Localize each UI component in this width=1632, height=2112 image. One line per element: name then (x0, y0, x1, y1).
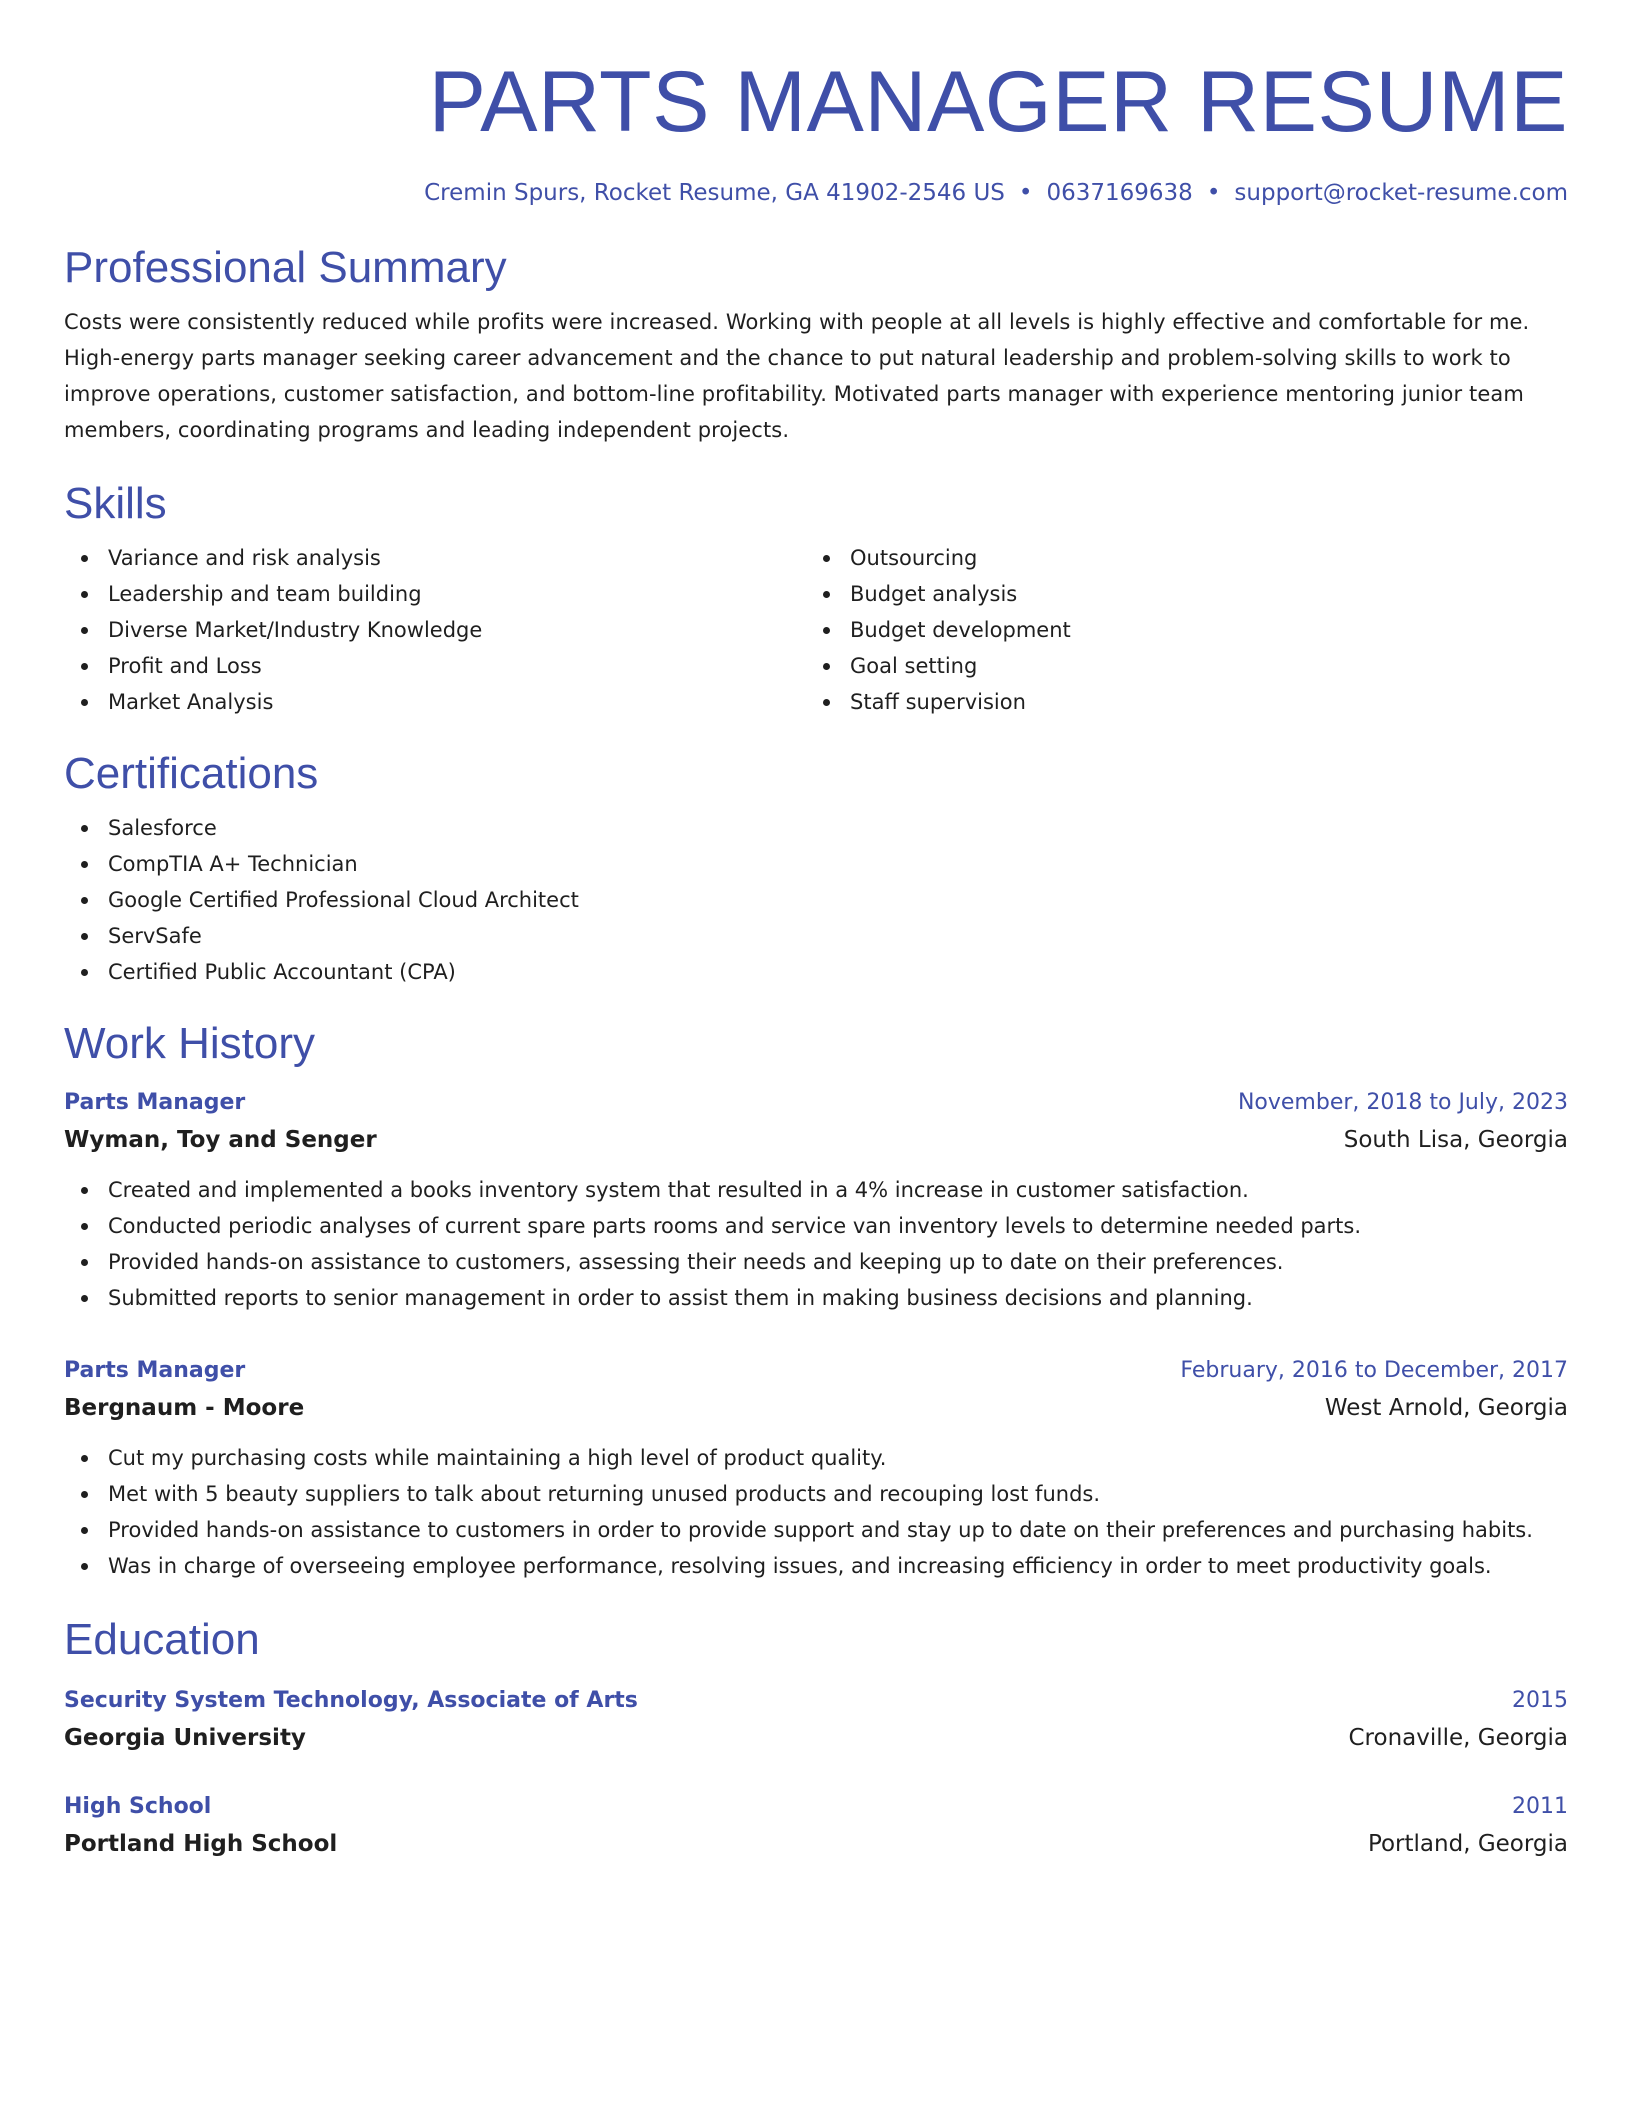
certification-item: Certified Public Accountant (CPA) (64, 954, 1568, 990)
contact-email: support@rocket-resume.com (1234, 180, 1568, 206)
skill-item: Variance and risk analysis (64, 540, 806, 576)
job-bullets (64, 1440, 1568, 1584)
education-location: Cronaville, Georgia (1348, 1725, 1568, 1751)
job-entry (64, 1354, 1568, 1584)
job-role: Parts Manager (64, 1358, 246, 1383)
education-school: Portland High School (64, 1831, 338, 1857)
resume-page (64, 0, 1568, 1864)
skill-item: Leadership and team building (64, 576, 806, 612)
skill-item: Budget development (806, 612, 1548, 648)
job-bullet: Was in charge of overseeing employee performance, resolving issues, and increasing efficiency in order to meet productivity goals. (64, 1548, 1568, 1584)
education-location: Portland, Georgia (1367, 1831, 1568, 1857)
education-header-row (64, 1684, 1568, 1718)
education-school-row (64, 1718, 1568, 1758)
summary-text: Costs were consistently reduced while profits were increased. Working with people at all levels is highly effective and comfortable for me. High-energy parts manager seeking career advancement and the chance to put natural leadership and problem-solving skills to work to improve operations, customer satisfaction, and bottom-line profitability. Motivated parts manager with experience mentoring junior team members, coordinating programs and leading independent projects. (64, 310, 1530, 442)
job-header-row (64, 1086, 1568, 1120)
certification-item: ServSafe (64, 918, 1568, 954)
section-title-education: Education (64, 1615, 260, 1664)
job-entry (64, 1086, 1568, 1316)
contact-phone: 0637169638 (1046, 180, 1193, 206)
job-dates: November, 2018 to July, 2023 (1237, 1090, 1568, 1115)
job-location: West Arnold, Georgia (1324, 1395, 1568, 1421)
job-bullet: Cut my purchasing costs while maintaining a high level of product quality. (64, 1440, 1568, 1476)
education-year: 2011 (1512, 1794, 1568, 1819)
job-bullet: Created and implemented a books inventory system that resulted in a 4% increase in customer satisfaction. (64, 1172, 1568, 1208)
contact-line (64, 178, 1568, 208)
job-role: Parts Manager (64, 1090, 246, 1115)
education-year: 2015 (1512, 1688, 1568, 1713)
skill-item: Staff supervision (806, 684, 1548, 720)
skill-item: Budget analysis (806, 576, 1548, 612)
job-bullets (64, 1172, 1568, 1316)
job-location: South Lisa, Georgia (1343, 1127, 1568, 1153)
skills-grid (64, 540, 1568, 720)
skill-item: Diverse Market/Industry Knowledge (64, 612, 806, 648)
resume-header (64, 0, 1568, 208)
education-degree: High School (64, 1794, 212, 1819)
contact-address: Cremin Spurs, Rocket Resume, GA 41902-2546 US (424, 180, 1005, 206)
job-company: Wyman, Toy and Senger (64, 1127, 377, 1153)
job-bullet: Provided hands-on assistance to customers in order to provide support and stay up to date on their preferences and purchasing habits. (64, 1512, 1568, 1548)
job-bullet: Provided hands-on assistance to customers, assessing their needs and keeping up to date on their preferences. (64, 1244, 1568, 1280)
education-header-row (64, 1790, 1568, 1824)
education-school-row (64, 1824, 1568, 1864)
work-history-section (64, 1018, 1568, 1584)
education-section (64, 1614, 1568, 1864)
section-title-summary: Professional Summary (64, 243, 507, 292)
job-company-row (64, 1120, 1568, 1160)
skill-item: Market Analysis (64, 684, 806, 720)
skills-section (64, 478, 1568, 720)
certification-item: CompTIA A+ Technician (64, 846, 1568, 882)
certifications-list (64, 810, 1568, 990)
education-entry (64, 1684, 1568, 1758)
job-company: Bergnaum - Moore (64, 1395, 305, 1421)
skill-item: Goal setting (806, 648, 1548, 684)
job-bullet: Conducted periodic analyses of current spare parts rooms and service van inventory levels to determine needed parts. (64, 1208, 1568, 1244)
education-entry (64, 1790, 1568, 1864)
skills-list-left (64, 540, 806, 720)
certification-item: Salesforce (64, 810, 1568, 846)
resume-title: PARTS MANAGER RESUME (428, 54, 1568, 150)
job-bullet: Met with 5 beauty suppliers to talk about returning unused products and recouping lost funds. (64, 1476, 1568, 1512)
skill-item: Profit and Loss (64, 648, 806, 684)
professional-summary-section (64, 242, 1568, 448)
skill-item: Outsourcing (806, 540, 1548, 576)
education-school: Georgia University (64, 1725, 306, 1751)
job-dates: February, 2016 to December, 2017 (1180, 1358, 1568, 1383)
job-company-row (64, 1388, 1568, 1428)
section-title-certifications: Certifications (64, 749, 319, 798)
job-header-row (64, 1354, 1568, 1388)
contact-separator: • (1206, 180, 1221, 206)
contact-separator: • (1018, 180, 1033, 206)
job-bullet: Submitted reports to senior management in order to assist them in making business decisions and planning. (64, 1280, 1568, 1316)
section-title-work-history: Work History (64, 1019, 315, 1068)
certifications-section (64, 748, 1568, 990)
certification-item: Google Certified Professional Cloud Architect (64, 882, 1568, 918)
section-title-skills: Skills (64, 479, 167, 528)
education-degree: Security System Technology, Associate of Arts (64, 1688, 638, 1713)
skills-list-right (806, 540, 1548, 720)
